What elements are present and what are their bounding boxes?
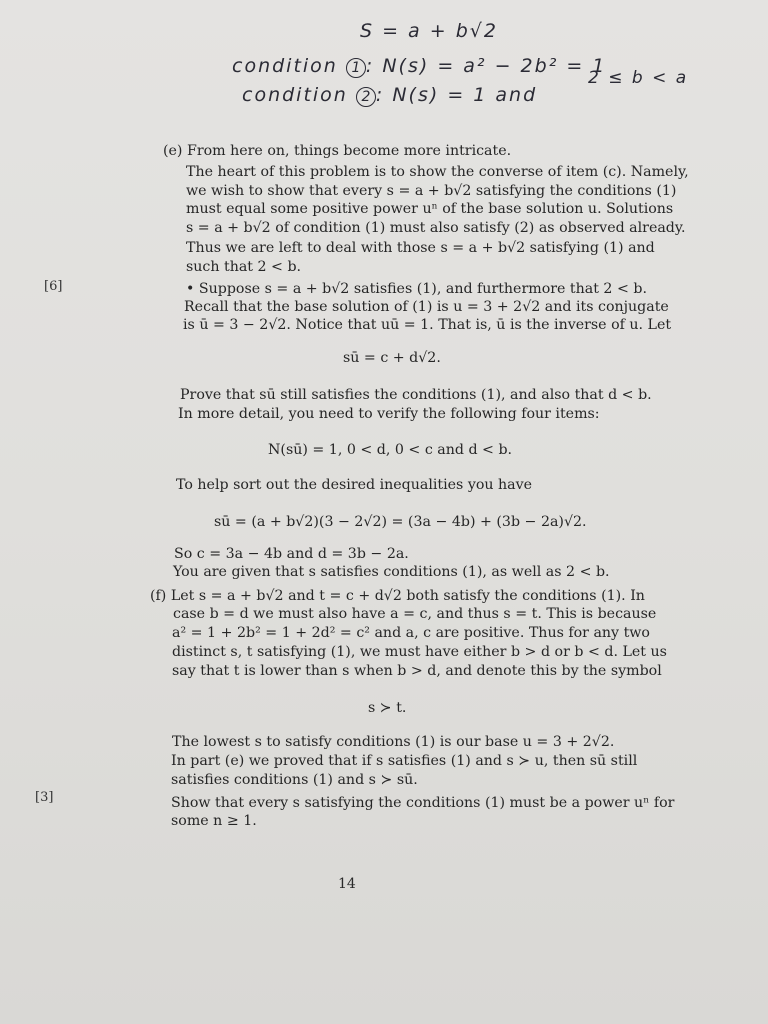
part-e-line: is ū = 3 − 2√2. Notice that uū = 1. That is, ū is the inverse of u. Let bbox=[183, 317, 672, 333]
handwritten-line-3 bbox=[242, 84, 537, 107]
part-e-line: So c = 3a − 4b and d = 3b − 2a. bbox=[174, 546, 409, 562]
part-f-line: say that t is lower than s when b > d, and denote this by the symbol bbox=[172, 663, 662, 679]
part-e-line: Thus we are left to deal with those s = a + b√2 satisfying (1) and bbox=[186, 240, 655, 256]
part-e-line: we wish to show that every s = a + b√2 satisfying the conditions (1) bbox=[186, 183, 677, 199]
handwritten-condition-text: : N(s) = a² − 2b² = 1 bbox=[365, 55, 607, 77]
part-e-line: The heart of this problem is to show the converse of item (c). Namely, bbox=[186, 164, 689, 180]
handwritten-circled-number: 2 bbox=[356, 87, 376, 107]
part-e-line: Prove that sū still satisfies the conditions (1), and also that d < b. bbox=[180, 387, 652, 403]
part-f-line: satisfies conditions (1) and s ≻ sū. bbox=[171, 772, 418, 788]
part-e-equation: N(sū) = 1, 0 < d, 0 < c and d < b. bbox=[268, 442, 513, 458]
part-f-line: a² = 1 + 2b² = 1 + 2d² = c² and a, c are positive. Thus for any two bbox=[172, 625, 650, 641]
part-e-equation: sū = (a + b√2)(3 − 2√2) = (3a − 4b) + (3b − 2a)√2. bbox=[214, 514, 587, 530]
margin-mark-part-f: [3] bbox=[35, 790, 54, 805]
part-f-line: In part (e) we proved that if s satisfies (1) and s ≻ u, then sū still bbox=[171, 753, 638, 769]
part-f-line: distinct s, t satisfying (1), we must have either b > d or b < d. Let us bbox=[172, 644, 667, 660]
part-f-line: Show that every s satisfying the conditions (1) must be a power uⁿ for bbox=[171, 795, 675, 811]
page-number: 14 bbox=[338, 876, 356, 892]
part-e-line: To help sort out the desired inequalities you have bbox=[176, 477, 533, 493]
margin-mark-part-e: [6] bbox=[44, 279, 63, 294]
handwritten-line-2 bbox=[232, 55, 606, 78]
part-f-line: (f) Let s = a + b√2 and t = c + d√2 both satisfy the conditions (1). In bbox=[150, 588, 645, 604]
part-e-line: such that 2 < b. bbox=[186, 259, 302, 275]
part-e-line: • Suppose s = a + b√2 satisfies (1), and furthermore that 2 < b. bbox=[186, 281, 647, 297]
part-e-line: must equal some positive power uⁿ of the base solution u. Solutions bbox=[186, 201, 674, 217]
part-e-line: In more detail, you need to verify the following four items: bbox=[178, 406, 600, 422]
part-e-line: (e) From here on, things become more intricate. bbox=[163, 143, 512, 159]
part-e-equation: sū = c + d√2. bbox=[343, 350, 441, 366]
handwritten-condition-label: condition bbox=[242, 84, 348, 106]
part-e-line: s = a + b√2 of condition (1) must also satisfy (2) as observed already. bbox=[186, 220, 686, 236]
part-f-line: case b = d we must also have a = c, and thus s = t. This is because bbox=[173, 606, 657, 622]
handwritten-line-1: S = a + b√2 bbox=[360, 20, 498, 42]
handwritten-circled-number: 1 bbox=[346, 58, 366, 78]
part-e-line: Recall that the base solution of (1) is u = 3 + 2√2 and its conjugate bbox=[184, 299, 669, 315]
part-f-line: The lowest s to satisfy conditions (1) is our base u = 3 + 2√2. bbox=[172, 734, 615, 750]
handwritten-condition-text: : N(s) = 1 and bbox=[375, 84, 538, 106]
part-f-equation: s ≻ t. bbox=[368, 700, 407, 716]
part-e-line: You are given that s satisfies conditions (1), as well as 2 < b. bbox=[173, 564, 610, 580]
handwritten-condition-label: condition bbox=[232, 55, 338, 77]
handwritten-side-note: 2 ≤ b < a bbox=[588, 68, 689, 88]
part-f-line: some n ≥ 1. bbox=[171, 813, 257, 829]
